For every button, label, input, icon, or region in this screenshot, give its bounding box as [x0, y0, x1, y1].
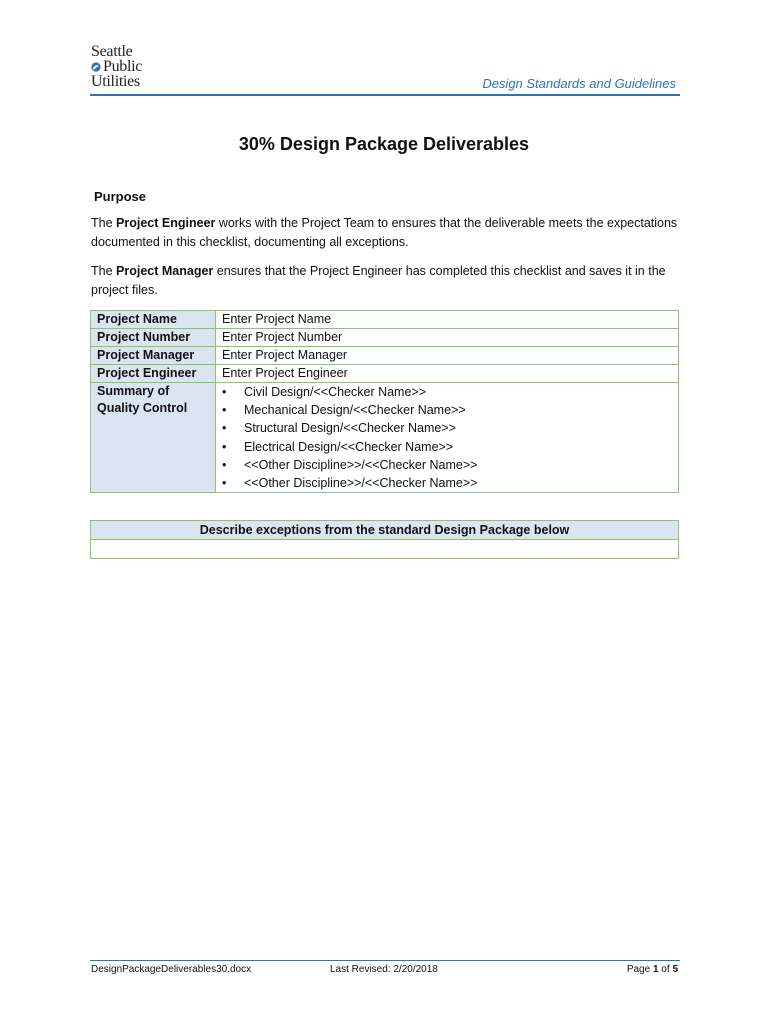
exceptions-table [90, 520, 679, 559]
purpose-heading: Purpose [94, 189, 147, 204]
purpose-paragraph-1 [91, 214, 681, 252]
qc-item-text: <<Other Discipline>>/<<Checker Name>> [244, 476, 478, 491]
qc-label-line-2: Quality Control [97, 401, 188, 415]
exceptions-heading: Describe exceptions from the standard Design Package below [91, 521, 678, 540]
table-row [91, 347, 679, 365]
project-engineer-label: Project Engineer [91, 365, 216, 383]
qc-label-line-1: Summary of [97, 384, 170, 398]
list-item[interactable] [222, 456, 672, 474]
paragraph-1-lead: The [91, 216, 117, 230]
page-of: of [658, 964, 673, 975]
project-manager-label: Project Manager [91, 347, 216, 365]
table-row [91, 329, 679, 347]
list-item[interactable] [222, 474, 672, 492]
quality-control-list [222, 383, 672, 492]
paragraph-2-lead: The [91, 264, 117, 278]
qc-item-text: Civil Design/<<Checker Name>> [244, 385, 427, 399]
spu-swirl-icon [91, 62, 101, 72]
exceptions-input-cell[interactable] [91, 540, 678, 558]
purpose-paragraph-2 [91, 262, 681, 300]
footer-last-revised: Last Revised: 2/20/2018 [330, 964, 438, 975]
page-current: 1 [652, 964, 659, 975]
table-row [91, 311, 679, 329]
paragraph-1-role: Project Engineer [116, 216, 216, 230]
quality-control-list-cell [216, 383, 679, 493]
paragraph-2-text: ensures that the Project Engineer has completed this checklist and saves it in the project files. [91, 264, 666, 297]
header-section-title: Design Standards and Guidelines [482, 76, 676, 91]
footer-divider [90, 960, 680, 961]
list-item[interactable] [222, 419, 672, 437]
qc-item-text: Structural Design/<<Checker Name>> [244, 421, 456, 436]
page-word: Page [626, 964, 653, 975]
logo-line-3: Utilities [91, 73, 140, 90]
bullet: • [222, 476, 227, 491]
footer-filename: DesignPackageDeliverables30.docx [91, 964, 252, 975]
list-item[interactable] [222, 383, 672, 401]
bullet: • [222, 421, 227, 436]
qc-item-text: <<Other Discipline>>/<<Checker Name>> [244, 457, 478, 472]
project-engineer-field[interactable]: Enter Project Engineer [216, 365, 679, 383]
bullet: • [222, 403, 227, 418]
seattle-public-utilities-logo [91, 44, 142, 89]
project-number-label: Project Number [91, 329, 216, 347]
paragraph-2-role: Project Manager [116, 264, 214, 278]
page-total: 5 [672, 964, 678, 975]
list-item[interactable] [222, 401, 672, 419]
table-row [91, 365, 679, 383]
logo-line-1: Seattle [91, 43, 133, 60]
bullet: • [222, 457, 227, 472]
quality-control-label [91, 383, 216, 493]
bullet: • [222, 439, 227, 454]
project-number-field[interactable]: Enter Project Number [216, 329, 679, 347]
project-name-label: Project Name [91, 311, 216, 329]
project-name-field[interactable]: Enter Project Name [216, 311, 679, 329]
paragraph-1-text: works with the Project Team to ensures that the deliverable meets the expectations documented in this checklist, documenting all exceptions. [91, 216, 678, 249]
table-row [91, 383, 679, 493]
qc-item-text: Electrical Design/<<Checker Name>> [244, 439, 454, 454]
footer-page-number [627, 964, 678, 975]
project-manager-field[interactable]: Enter Project Manager [216, 347, 679, 365]
qc-item-text: Mechanical Design/<<Checker Name>> [244, 403, 466, 418]
project-info-table [90, 310, 679, 493]
header-divider [90, 94, 680, 96]
logo-line-2: Public [103, 58, 143, 75]
list-item[interactable] [222, 438, 672, 456]
bullet: • [222, 385, 227, 399]
document-title: 30% Design Package Deliverables [238, 134, 530, 154]
